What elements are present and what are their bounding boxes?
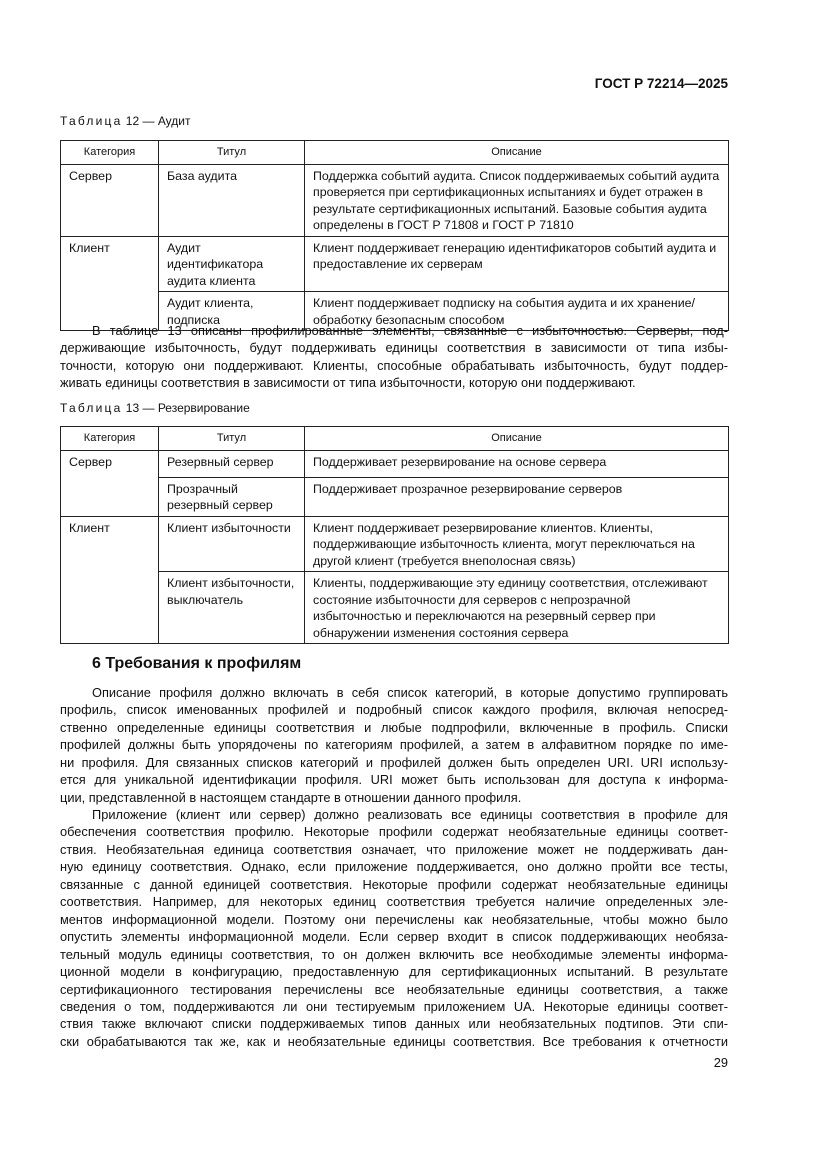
paragraph-redundancy-intro [60, 322, 728, 392]
description-cell: Клиент поддерживает подписку на события аудита и их хранение/обработку безопасным способом [305, 292, 729, 331]
caption-text: 12 — Аудит [125, 114, 191, 128]
section-heading: 6 Требования к профилям [92, 655, 302, 672]
title-cell: Аудит идентификатора аудита клиента [159, 236, 305, 292]
description-cell: Поддерживает резервирование на основе сервера [305, 450, 729, 477]
description-cell: Поддерживает прозрачное резервирование серверов [305, 477, 729, 516]
column-header: Категория [61, 427, 159, 451]
text-line: ется для уникальной идентификации профиля. URI может быть использован для доступа к информа- [60, 772, 728, 788]
table-row [61, 516, 729, 572]
title-cell: Прозрачный резервный сервер [159, 477, 305, 516]
text-line: ствия. Необязательная единица соответствия означает, что приложение может не поддерживать дан- [60, 841, 728, 857]
table13-caption [60, 401, 250, 415]
table-row [61, 450, 729, 477]
table-row [61, 164, 729, 236]
text-line: Описание профиля должно включать в себя список категорий, в которые допустимо группировать [92, 685, 728, 700]
title-cell: Клиент избыточности, выключатель [159, 572, 305, 644]
text-line: ски обрабатываются так же, как и необязательные единицы соответствия. Все требования к отчетности [60, 1033, 728, 1049]
title-cell: База аудита [159, 164, 305, 236]
title-cell: Резервный сервер [159, 450, 305, 477]
category-cell: Клиент [61, 236, 159, 331]
text-line: профиль, список именованных профилей и подробный список каждого профиля, включая непосред- [60, 702, 728, 718]
paragraph-application-requirements [60, 806, 728, 1050]
column-header: Титул [159, 427, 305, 451]
text-line: живать единицы соответствия в зависимости от типа избыточности, которую они поддерживают. [60, 375, 636, 391]
caption-prefix: Таблица [60, 114, 123, 128]
redundancy-table [60, 426, 729, 644]
text-line: соответствия. Например, для некоторых единиц соответствия требуется наличие определенных эле- [60, 894, 728, 910]
category-cell: Сервер [61, 450, 159, 516]
page-number: 29 [713, 1055, 728, 1070]
text-line: опустить элементы информационной модели. Если сервер входит в список поддерживающих необяза- [60, 929, 728, 945]
caption-text: 13 — Резервирование [125, 401, 250, 415]
text-line: ментов информационной модели. Поэтому они перечислены как необязательные, чтобы можно было [60, 911, 728, 927]
text-line: ни профиля. Для связанных списков категорий и профилей должен быть определен URI. URI использу- [60, 754, 728, 770]
category-cell: Сервер [61, 164, 159, 236]
text-line: сертификационного тестирования перечислены все необязательные единицы соответствия, а также [60, 981, 728, 997]
category-cell: Клиент [61, 516, 159, 644]
text-line: ную единицу соответствия. Однако, если приложение поддерживается, оно должно пройти все тесты, [60, 859, 728, 875]
column-header: Описание [305, 141, 729, 165]
text-line: профилей должны быть упорядочены по категориям профилей, а затем в алфавитном порядке по име- [60, 737, 728, 753]
table-row [61, 477, 729, 516]
text-line: тельный модуль единицы соответствия, то он должен включить все необходимые элементы информа- [60, 946, 728, 962]
description-cell: Клиент поддерживает резервирование клиентов. Клиенты, поддерживающие избыточность клиента, могут переключаться на другой клиент (требуется внеполосная связь) [305, 516, 729, 572]
text-line: связанные с данной единицей соответствия. Некоторые профили содержат необязательные единицы [60, 876, 728, 892]
title-cell: Аудит клиента, подписка [159, 292, 305, 331]
table12-caption [60, 114, 190, 128]
text-line: ционной модели в конфигурацию, предоставленную для сертификационных испытаний. В результате [60, 964, 728, 980]
text-line: ственно определенные единицы соответствия и любые подпрофили, включенные в профиль. Списки [60, 719, 728, 735]
text-line: ствия также включают списки поддерживаемых типов данных или необязательных подтипов. Эти спи- [60, 1016, 728, 1032]
text-line: держивающие избыточность, будут поддерживать единицы соответствия в зависимости от типа избы- [60, 340, 728, 356]
table-row [61, 572, 729, 644]
text-line: обеспечения соответствия профилю. Некоторые профили содержат необязательные единицы соответ- [60, 824, 728, 840]
document-id: ГОСТ Р 72214—2025 [594, 76, 728, 91]
text-line: Приложение (клиент или сервер) должно реализовать все единицы соответствия в профиле для [92, 807, 728, 822]
caption-prefix: Таблица [60, 401, 123, 415]
description-cell: Поддержка событий аудита. Список поддерживаемых событий аудита проверяется при сертификационных испытаниях и будет отражен в результате сертификационных испытаний. Базовые события аудита определены в ГОСТ Р 71808 и ГОСТ Р 71810 [305, 164, 729, 236]
description-cell: Клиенты, поддерживающие эту единицу соответствия, отслеживают состояние избыточности для серверов с непрозрачной избыточностью и переключаются на резервный сервер при обнаружении изменения состояния сервера [305, 572, 729, 644]
title-cell: Клиент избыточности [159, 516, 305, 572]
column-header: Титул [159, 141, 305, 165]
column-header: Описание [305, 427, 729, 451]
table-header-row [61, 427, 729, 451]
text-line: точности, которую они поддерживают. Клиенты, способные обрабатывать избыточность, будут поддер- [60, 357, 728, 373]
description-cell: Клиент поддерживает генерацию идентификаторов событий аудита и предоставление их серверам [305, 236, 729, 292]
paragraph-profile-description [60, 684, 728, 806]
column-header: Категория [61, 141, 159, 165]
audit-table [60, 140, 729, 331]
table-row [61, 236, 729, 292]
text-line: ции, представленной в настоящем стандарте в отношении данного профиля. [60, 789, 522, 805]
text-line: сведения о том, поддерживаются ли они тестируемым приложением UA. Некоторые единицы соответ- [60, 998, 728, 1014]
text-line: В таблице 13 описаны профилированные элементы, связанные с избыточностью. Серверы, под- [92, 323, 728, 338]
table-header-row [61, 141, 729, 165]
